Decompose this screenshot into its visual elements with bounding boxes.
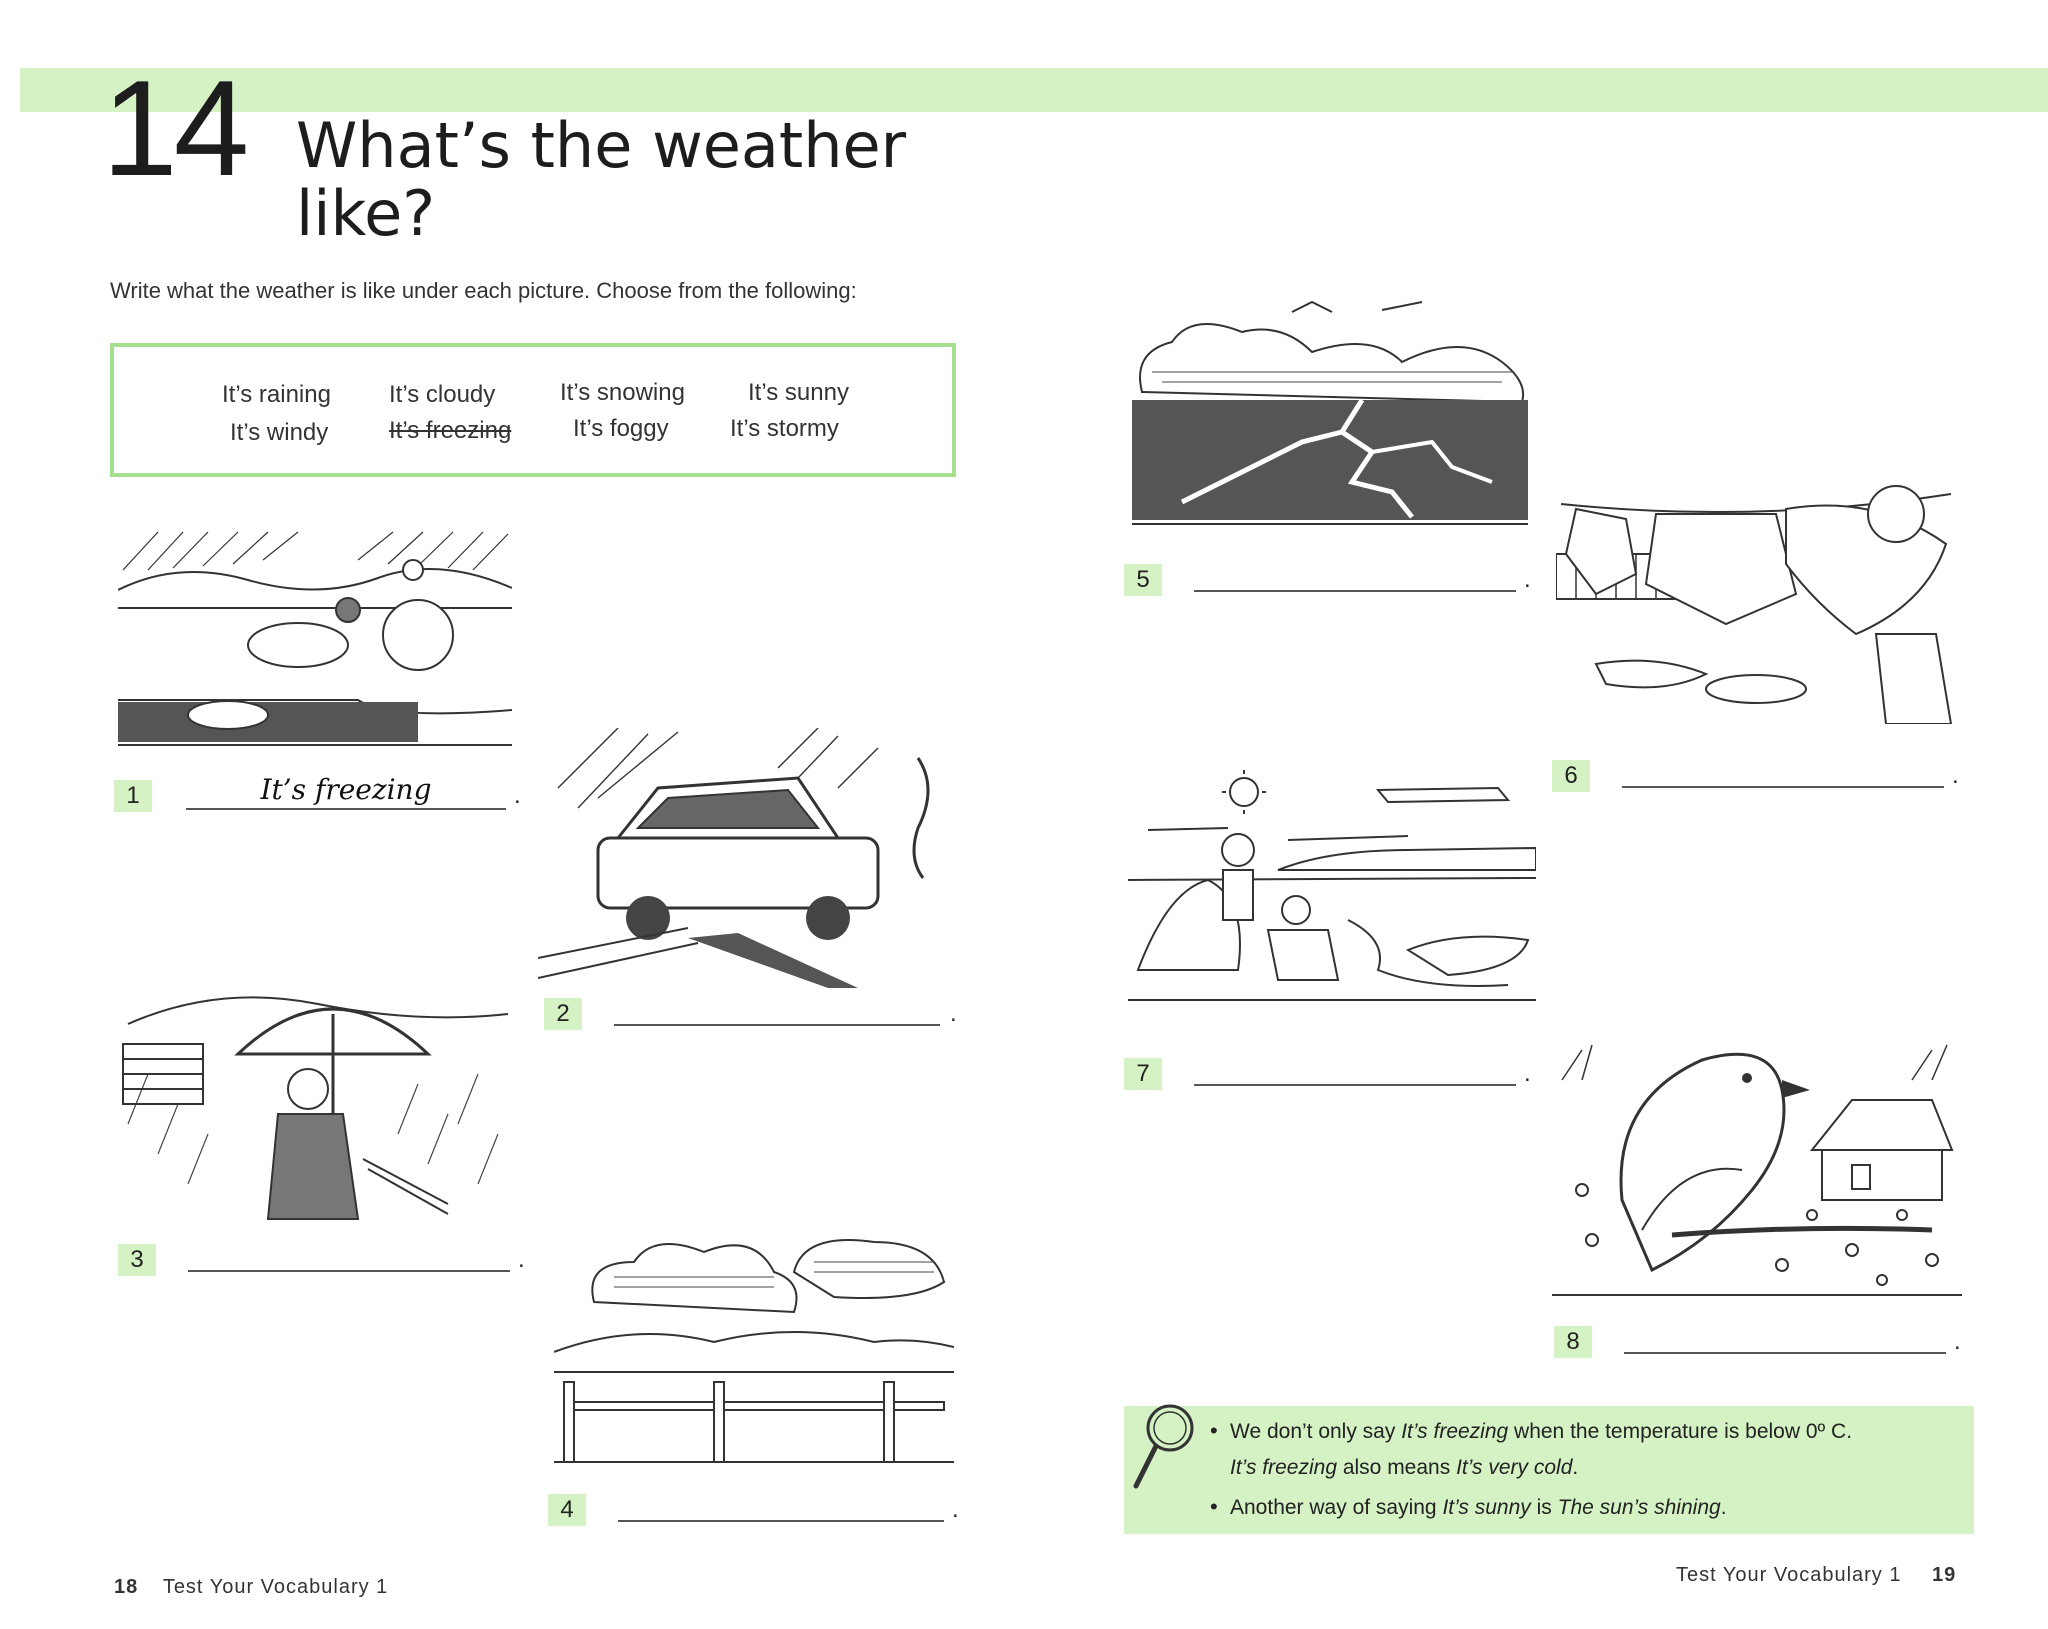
word-option: It’s raining (222, 381, 331, 408)
answer-line-5[interactable] (1194, 552, 1516, 592)
footer-right (1676, 1564, 1956, 1587)
tip-line-3: Another way of saying It’s sunny is The sun’s shining. (1230, 1496, 1727, 1519)
word-option: It’s snowing (560, 379, 685, 406)
unit-title-line2: like? (296, 177, 436, 251)
exercise-number-4: 4 (548, 1494, 586, 1526)
bullet: • (1210, 1494, 1218, 1519)
picture-washing-line-windy (1556, 484, 1960, 724)
picture-bird-snow (1552, 1040, 1962, 1300)
picture-umbrella-rain (118, 984, 518, 1224)
period: . (952, 1496, 959, 1523)
tip-line-2: It’s freezing also means It’s very cold. (1230, 1456, 1579, 1479)
tip-box (1124, 1406, 1974, 1534)
page-number-right: 19 (1932, 1564, 1957, 1586)
answer-line-3[interactable] (188, 1232, 510, 1272)
book-title-left: Test Your Vocabulary 1 (162, 1576, 389, 1598)
exercise-number-2: 2 (544, 998, 582, 1030)
footer-left (114, 1576, 388, 1599)
picture-storm-lightning (1132, 292, 1528, 532)
book-title-right: Test Your Vocabulary 1 (1676, 1564, 1902, 1586)
exercise-number-8: 8 (1554, 1326, 1592, 1358)
answer-line-6[interactable] (1622, 748, 1944, 788)
word-option: It’s cloudy (389, 381, 496, 408)
header-band (20, 68, 2048, 112)
page-number-left: 18 (114, 1576, 139, 1598)
period: . (514, 782, 521, 809)
period: . (950, 1000, 957, 1027)
bullet: • (1210, 1418, 1218, 1443)
period: . (1524, 1060, 1531, 1087)
tip-line-1: We don’t only say It’s freezing when the temperature is below 0º C. (1230, 1420, 1853, 1443)
exercise-number-5: 5 (1124, 564, 1162, 596)
answer-line-2[interactable] (614, 986, 940, 1026)
exercise-number-1: 1 (114, 780, 152, 812)
unit-title (296, 109, 907, 251)
word-option: It’s stormy (730, 415, 839, 442)
period: . (1952, 762, 1959, 789)
answer-line-7[interactable] (1194, 1046, 1516, 1086)
word-option: It’s sunny (748, 379, 849, 406)
picture-sunny-beach (1128, 770, 1536, 1010)
unit-number: 14 (102, 52, 246, 204)
exercise-number-7: 7 (1124, 1058, 1162, 1090)
word-option: It’s foggy (573, 415, 669, 442)
word-option: It’s windy (230, 419, 329, 446)
magnifier-icon (1128, 1400, 1198, 1500)
word-option-crossed: It’s freezing (389, 417, 512, 444)
picture-car-windy (538, 728, 968, 988)
unit-title-line1: What’s the weather (296, 109, 907, 182)
exercise-number-3: 3 (118, 1244, 156, 1276)
answer-line-8[interactable] (1624, 1314, 1946, 1354)
period: . (1524, 566, 1531, 593)
answer-line-1[interactable]: It’s freezing (186, 770, 506, 810)
instruction-text: Write what the weather is like under each picture. Choose from the following: (110, 278, 857, 303)
period: . (1954, 1328, 1961, 1355)
answer-line-4[interactable] (618, 1482, 944, 1522)
word-box (110, 343, 956, 477)
exercise-number-6: 6 (1552, 760, 1590, 792)
picture-cloudy-field (554, 1222, 954, 1472)
period: . (518, 1246, 525, 1273)
picture-frozen-pond (118, 530, 512, 750)
